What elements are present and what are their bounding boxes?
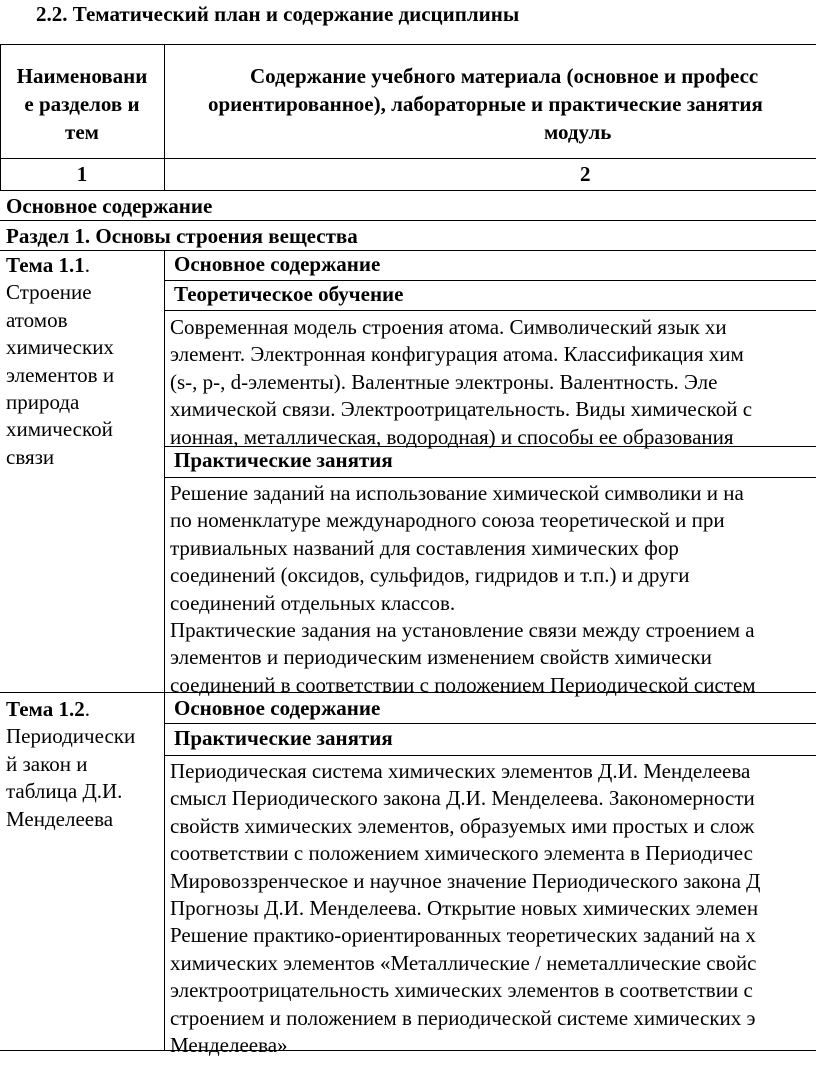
text-line: Мировоззренческое и научное значение Периодического закона Д [170, 868, 761, 893]
header-col2-line: модуль [544, 120, 612, 144]
topic-title-suffix: . [84, 697, 90, 721]
text-line: элементов и периодическим изменением свойств химически [170, 645, 712, 670]
grid-line [0, 190, 816, 191]
header-col1 [4, 62, 160, 146]
text-line: соответствии с положением химического элемента в Периодичес [170, 841, 753, 866]
grid-line [0, 250, 816, 251]
text-line: Современная модель строения атома. Символический язык хи [170, 315, 727, 339]
grid-line [164, 755, 816, 756]
subheading-practice: Практические занятия [174, 726, 393, 750]
text-line: тривиальных названий для составления химических фор [170, 535, 679, 560]
topic-name-line: Строение [6, 280, 92, 305]
section-main-content: Основное содержание [6, 194, 213, 218]
theory-text [170, 314, 816, 451]
column-number-2: 2 [580, 162, 591, 186]
text-line: элемент. Электронная конфигурация атома. Классификация хим [170, 342, 744, 367]
topic-name-line: й закон и [6, 751, 88, 776]
grid-line [164, 723, 816, 724]
topic-name-line: Периодически [6, 724, 136, 749]
grid-line [0, 158, 816, 159]
grid-line [164, 44, 165, 190]
text-line: соединений в соответствии с положением Периодической систем [170, 672, 756, 697]
text-line: (s-, p-, d-элементы). Валентные электроны. Валентность. Эле [170, 369, 718, 394]
topic-name-line: связи [6, 444, 55, 469]
topic-name-line: атомов [6, 307, 68, 332]
grid-line [164, 250, 165, 1050]
text-line: по номенклатуре международного союза теоретической и при [170, 508, 725, 533]
subheading-main-content: Основное содержание [174, 696, 381, 720]
topic-name-line: Менделеева [6, 806, 114, 831]
topic-name-line: природа [6, 390, 80, 415]
text-line: электроотрицательность химических элементов в соответствии с [170, 978, 753, 1003]
grid-line [164, 280, 816, 281]
text-line: смысл Периодического закона Д.И. Менделеева. Закономерности [170, 786, 755, 811]
text-line: строением и положением в периодической системе химических э [170, 1005, 756, 1030]
topic-name-line: таблица Д.И. [6, 779, 123, 804]
practice-text [170, 758, 816, 1059]
text-line: Менделеева» [170, 1033, 288, 1058]
text-line: Решение заданий на использование химической символики и на [170, 481, 744, 505]
text-line: соединений отдельных классов. [170, 590, 456, 615]
column-number-1: 1 [76, 162, 88, 186]
topic-1-1 [6, 252, 156, 471]
text-line: химических элементов «Металлические / неметаллические свойс [170, 950, 757, 975]
practice-text [170, 480, 816, 699]
topic-name-line: химических [6, 335, 114, 360]
topic-name-line: элементов и [6, 362, 115, 387]
header-col1-line: Наименовани [16, 64, 148, 88]
subheading-main-content: Основное содержание [174, 252, 381, 276]
header-col2-line: Содержание учебного материала (основное и професс [250, 64, 759, 88]
text-line: свойств химических элементов, образуемых ими простых и слож [170, 813, 755, 838]
text-line: Периодическая система химических элементов Д.И. Менделеева [170, 759, 751, 783]
subheading-practice: Практические занятия [174, 448, 393, 472]
text-line: химической связи. Электроотрицательность. Виды химической с [170, 397, 753, 422]
section-heading: 2.2. Тематический план и содержание дисциплины [36, 2, 520, 26]
subheading-theory: Теоретическое обучение [174, 282, 404, 306]
topic-title-suffix: . [84, 253, 90, 277]
grid-line [0, 44, 816, 45]
header-col2-line: ориентированное), лабораторные и практические занятия [208, 92, 763, 116]
topic-name-line: химической [6, 417, 113, 442]
section-1-title: Раздел 1. Основы строения вещества [6, 224, 358, 248]
text-line: Решение практико-ориентированных теоретических заданий на х [170, 923, 756, 948]
header-col1-line: тем [65, 120, 99, 144]
text-line: Практические задания на установление связи между строением а [170, 618, 755, 643]
grid-line [0, 220, 816, 221]
topic-1-2 [6, 696, 156, 833]
header-col1-line: е разделов и [24, 92, 140, 116]
text-line: соединений (оксидов, сульфидов, гидридов и т.п.) и други [170, 563, 690, 588]
text-line: Прогнозы Д.И. Менделеева. Открытие новых химических элемен [170, 896, 759, 921]
grid-line [164, 310, 816, 311]
grid-line [164, 477, 816, 478]
topic-title: Тема 1.1 [6, 253, 85, 277]
header-col2 [208, 62, 816, 146]
topic-title: Тема 1.2 [6, 697, 85, 721]
text-line: ионная, металлическая, водородная) и способы ее образования [170, 424, 734, 449]
